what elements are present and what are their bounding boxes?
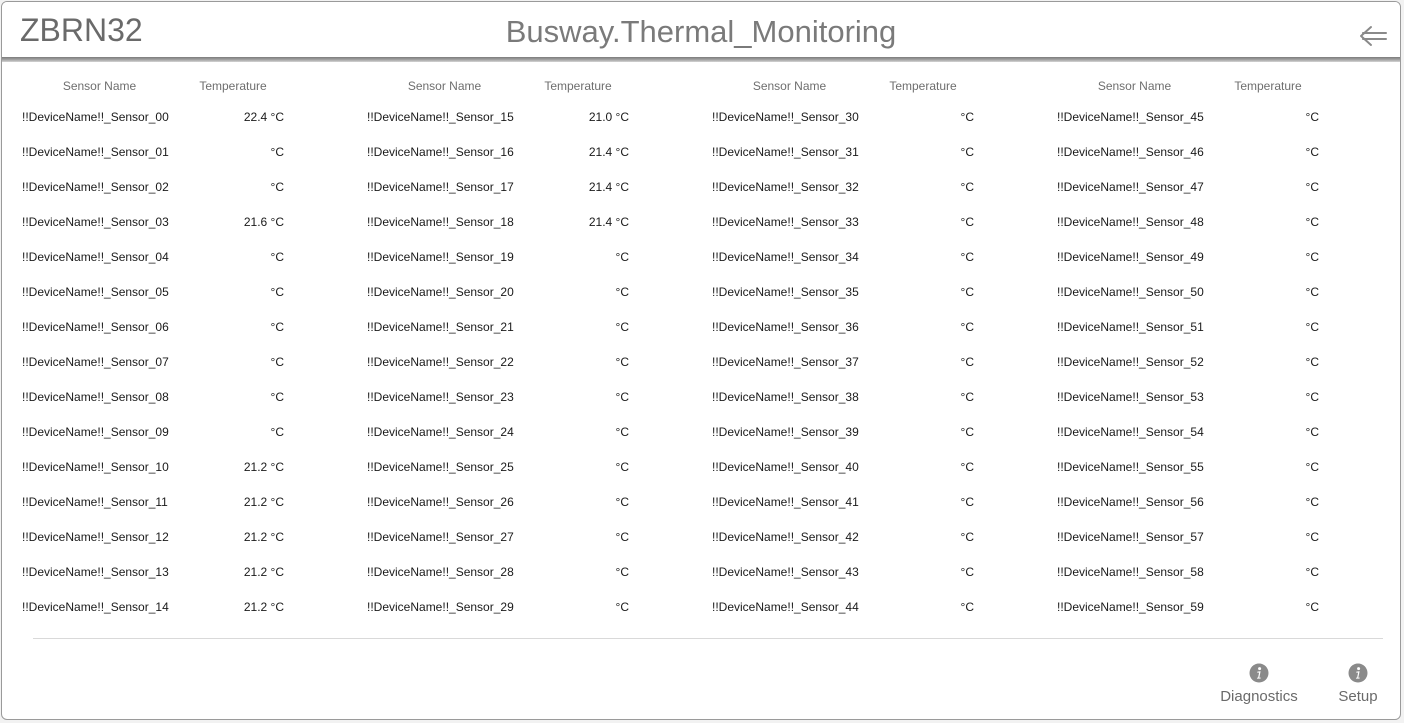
sensor-temperature: °C [615, 285, 629, 299]
diagnostics-label: Diagnostics [1220, 688, 1298, 705]
sensor-temperature: 21.4 °C [588, 180, 629, 194]
table-row [692, 530, 1037, 550]
sensor-name: !!DeviceName!!_Sensor_22 [367, 355, 514, 369]
sensor-temperature: °C [1305, 145, 1319, 159]
table-row [347, 250, 692, 270]
table-row [347, 530, 692, 550]
sensor-temperature: °C [960, 355, 974, 369]
table-row [1037, 390, 1382, 410]
table-row [692, 355, 1037, 375]
sensor-temperature: °C [960, 110, 974, 124]
header-divider [2, 57, 1400, 62]
table-row [692, 180, 1037, 200]
sensor-temperature: °C [1305, 215, 1319, 229]
sensor-name: !!DeviceName!!_Sensor_37 [712, 355, 859, 369]
table-row [1037, 250, 1382, 270]
sensor-temperature: 21.6 °C [243, 215, 284, 229]
sensor-temperature: °C [960, 285, 974, 299]
header-bar [2, 2, 1400, 58]
table-row [1037, 460, 1382, 480]
column-header-sensor-name: Sensor Name [1097, 79, 1172, 93]
back-button[interactable] [1357, 22, 1389, 50]
sensor-name: !!DeviceName!!_Sensor_00 [22, 110, 169, 124]
table-row [347, 600, 692, 620]
column-header-temperature: Temperature [544, 79, 612, 93]
sensor-name: !!DeviceName!!_Sensor_28 [367, 565, 514, 579]
sensor-name: !!DeviceName!!_Sensor_46 [1057, 145, 1204, 159]
table-row [692, 285, 1037, 305]
column-header-sensor-name: Sensor Name [752, 79, 827, 93]
table-row [1037, 215, 1382, 235]
column-header-temperature: Temperature [889, 79, 957, 93]
sensor-temperature: °C [1305, 355, 1319, 369]
table-row [1037, 425, 1382, 445]
sensor-temperature: °C [960, 460, 974, 474]
sensor-name: !!DeviceName!!_Sensor_17 [367, 180, 514, 194]
page-title: Busway.Thermal_Monitoring [505, 14, 897, 49]
sensor-name: !!DeviceName!!_Sensor_49 [1057, 250, 1204, 264]
table-row [2, 460, 347, 480]
sensor-temperature: °C [1305, 320, 1319, 334]
table-row [1037, 565, 1382, 585]
sensor-name: !!DeviceName!!_Sensor_31 [712, 145, 859, 159]
column-header-sensor-name: Sensor Name [407, 79, 482, 93]
sensor-temperature: °C [960, 250, 974, 264]
info-icon [1249, 663, 1269, 683]
sensor-temperature: °C [615, 460, 629, 474]
sensor-name: !!DeviceName!!_Sensor_08 [22, 390, 169, 404]
setup-label: Setup [1338, 688, 1378, 705]
table-row [2, 355, 347, 375]
diagnostics-button[interactable] [1216, 663, 1302, 705]
sensor-name: !!DeviceName!!_Sensor_30 [712, 110, 859, 124]
sensor-temperature: °C [270, 390, 284, 404]
sensor-temperature: °C [270, 145, 284, 159]
table-row [2, 530, 347, 550]
sensor-temperature: °C [615, 390, 629, 404]
sensor-name: !!DeviceName!!_Sensor_35 [712, 285, 859, 299]
table-row [347, 215, 692, 235]
sensor-name: !!DeviceName!!_Sensor_27 [367, 530, 514, 544]
sensor-temperature: 21.2 °C [243, 565, 284, 579]
app-window [1, 1, 1401, 720]
sensor-name: !!DeviceName!!_Sensor_12 [22, 530, 169, 544]
sensor-temperature: °C [270, 320, 284, 334]
table-row [1037, 530, 1382, 550]
sensor-temperature: °C [270, 355, 284, 369]
sensor-name: !!DeviceName!!_Sensor_42 [712, 530, 859, 544]
sensor-name: !!DeviceName!!_Sensor_24 [367, 425, 514, 439]
sensor-name: !!DeviceName!!_Sensor_15 [367, 110, 514, 124]
sensor-name: !!DeviceName!!_Sensor_58 [1057, 565, 1204, 579]
table-row [2, 285, 347, 305]
sensor-temperature: °C [1305, 530, 1319, 544]
sensor-temperature: °C [1305, 425, 1319, 439]
sensor-name: !!DeviceName!!_Sensor_21 [367, 320, 514, 334]
sensor-name: !!DeviceName!!_Sensor_05 [22, 285, 169, 299]
sensor-temperature: °C [615, 425, 629, 439]
sensor-temperature: °C [1305, 390, 1319, 404]
sensor-temperature: °C [615, 565, 629, 579]
sensor-temperature: 21.0 °C [588, 110, 629, 124]
table-row [347, 285, 692, 305]
table-row [1037, 180, 1382, 200]
table-row [692, 320, 1037, 340]
sensor-name: !!DeviceName!!_Sensor_44 [712, 600, 859, 614]
sensor-temperature: °C [615, 495, 629, 509]
table-row [2, 425, 347, 445]
table-row [2, 215, 347, 235]
sensor-temperature: °C [270, 425, 284, 439]
sensor-temperature: 21.2 °C [243, 495, 284, 509]
column-header-sensor-name: Sensor Name [62, 79, 137, 93]
table-row [2, 565, 347, 585]
table-row [347, 460, 692, 480]
footer-divider [33, 638, 1383, 639]
sensor-temperature: °C [960, 530, 974, 544]
table-row [2, 110, 347, 130]
sensor-temperature: °C [1305, 565, 1319, 579]
sensor-name: !!DeviceName!!_Sensor_16 [367, 145, 514, 159]
sensor-temperature: °C [1305, 110, 1319, 124]
sensor-name: !!DeviceName!!_Sensor_48 [1057, 215, 1204, 229]
sensor-name: !!DeviceName!!_Sensor_56 [1057, 495, 1204, 509]
sensor-temperature: 21.2 °C [243, 530, 284, 544]
table-row [347, 145, 692, 165]
table-row [692, 495, 1037, 515]
sensor-name: !!DeviceName!!_Sensor_01 [22, 145, 169, 159]
sensor-name: !!DeviceName!!_Sensor_14 [22, 600, 169, 614]
sensor-temperature: °C [960, 320, 974, 334]
sensor-temperature: °C [1305, 600, 1319, 614]
back-arrow-icon [1357, 22, 1389, 50]
sensor-temperature: °C [615, 355, 629, 369]
sensor-name: !!DeviceName!!_Sensor_06 [22, 320, 169, 334]
sensor-name: !!DeviceName!!_Sensor_51 [1057, 320, 1204, 334]
sensor-name: !!DeviceName!!_Sensor_57 [1057, 530, 1204, 544]
table-row [1037, 320, 1382, 340]
sensor-temperature: 21.4 °C [588, 215, 629, 229]
table-row [2, 495, 347, 515]
sensor-name: !!DeviceName!!_Sensor_09 [22, 425, 169, 439]
sensor-name: !!DeviceName!!_Sensor_13 [22, 565, 169, 579]
sensor-name: !!DeviceName!!_Sensor_36 [712, 320, 859, 334]
sensor-temperature: °C [960, 425, 974, 439]
sensor-name: !!DeviceName!!_Sensor_20 [367, 285, 514, 299]
sensor-name: !!DeviceName!!_Sensor_33 [712, 215, 859, 229]
sensor-name: !!DeviceName!!_Sensor_11 [22, 495, 168, 509]
table-row [347, 355, 692, 375]
table-row [347, 425, 692, 445]
sensor-temperature: °C [270, 180, 284, 194]
sensor-name: !!DeviceName!!_Sensor_41 [712, 495, 859, 509]
sensor-name: !!DeviceName!!_Sensor_38 [712, 390, 859, 404]
column-header-temperature: Temperature [199, 79, 267, 93]
sensor-name: !!DeviceName!!_Sensor_07 [22, 355, 169, 369]
sensor-temperature: °C [270, 285, 284, 299]
sensor-temperature: °C [960, 180, 974, 194]
sensor-temperature: °C [960, 145, 974, 159]
sensor-temperature: °C [1305, 250, 1319, 264]
sensor-name: !!DeviceName!!_Sensor_29 [367, 600, 514, 614]
sensor-name: !!DeviceName!!_Sensor_43 [712, 565, 859, 579]
sensor-temperature: °C [1305, 180, 1319, 194]
sensor-name: !!DeviceName!!_Sensor_03 [22, 215, 169, 229]
sensor-name: !!DeviceName!!_Sensor_18 [367, 215, 514, 229]
sensor-temperature: °C [1305, 495, 1319, 509]
table-row [2, 180, 347, 200]
table-row [692, 110, 1037, 130]
table-row [347, 495, 692, 515]
sensor-name: !!DeviceName!!_Sensor_10 [22, 460, 169, 474]
table-row [692, 425, 1037, 445]
table-row [692, 460, 1037, 480]
sensor-name: !!DeviceName!!_Sensor_50 [1057, 285, 1204, 299]
sensor-name: !!DeviceName!!_Sensor_45 [1057, 110, 1204, 124]
table-row [692, 565, 1037, 585]
table-row [2, 145, 347, 165]
sensor-name: !!DeviceName!!_Sensor_34 [712, 250, 859, 264]
sensor-temperature: °C [615, 600, 629, 614]
table-row [692, 215, 1037, 235]
table-row [2, 250, 347, 270]
table-row [347, 110, 692, 130]
sensor-temperature: °C [960, 215, 974, 229]
sensor-name: !!DeviceName!!_Sensor_52 [1057, 355, 1204, 369]
sensor-temperature: °C [960, 600, 974, 614]
sensor-temperature: °C [615, 320, 629, 334]
sensor-name: !!DeviceName!!_Sensor_26 [367, 495, 514, 509]
table-row [1037, 145, 1382, 165]
info-icon [1348, 663, 1368, 683]
sensor-name: !!DeviceName!!_Sensor_19 [367, 250, 514, 264]
table-row [1037, 495, 1382, 515]
sensor-temperature: °C [615, 530, 629, 544]
sensor-name: !!DeviceName!!_Sensor_32 [712, 180, 859, 194]
table-row [1037, 285, 1382, 305]
sensor-name: !!DeviceName!!_Sensor_40 [712, 460, 859, 474]
sensor-name: !!DeviceName!!_Sensor_54 [1057, 425, 1204, 439]
sensor-name: !!DeviceName!!_Sensor_39 [712, 425, 859, 439]
table-row [347, 565, 692, 585]
table-row [692, 145, 1037, 165]
table-row [347, 320, 692, 340]
sensor-name: !!DeviceName!!_Sensor_25 [367, 460, 514, 474]
sensor-temperature: °C [615, 250, 629, 264]
sensor-temperature: °C [960, 390, 974, 404]
table-row [2, 390, 347, 410]
table-row [347, 390, 692, 410]
sensor-name: !!DeviceName!!_Sensor_53 [1057, 390, 1204, 404]
table-row [2, 600, 347, 620]
sensor-name: !!DeviceName!!_Sensor_59 [1057, 600, 1204, 614]
table-row [692, 250, 1037, 270]
sensor-temperature: °C [270, 250, 284, 264]
table-row [2, 320, 347, 340]
device-id: ZBRN32 [20, 12, 143, 48]
sensor-temperature: 22.4 °C [243, 110, 284, 124]
sensor-temperature: °C [960, 565, 974, 579]
sensor-temperature: 21.2 °C [243, 460, 284, 474]
sensor-temperature: °C [1305, 460, 1319, 474]
sensor-temperature: 21.2 °C [243, 600, 284, 614]
table-row [1037, 600, 1382, 620]
sensor-temperature: 21.4 °C [588, 145, 629, 159]
table-row [1037, 110, 1382, 130]
table-row [692, 390, 1037, 410]
sensor-name: !!DeviceName!!_Sensor_02 [22, 180, 169, 194]
setup-button[interactable] [1332, 663, 1384, 705]
table-row [1037, 355, 1382, 375]
sensor-name: !!DeviceName!!_Sensor_23 [367, 390, 514, 404]
table-row [692, 600, 1037, 620]
sensor-name: !!DeviceName!!_Sensor_47 [1057, 180, 1204, 194]
column-header-temperature: Temperature [1234, 79, 1302, 93]
sensor-temperature: °C [1305, 285, 1319, 299]
sensor-name: !!DeviceName!!_Sensor_04 [22, 250, 169, 264]
sensor-name: !!DeviceName!!_Sensor_55 [1057, 460, 1204, 474]
sensor-temperature: °C [960, 495, 974, 509]
table-row [347, 180, 692, 200]
